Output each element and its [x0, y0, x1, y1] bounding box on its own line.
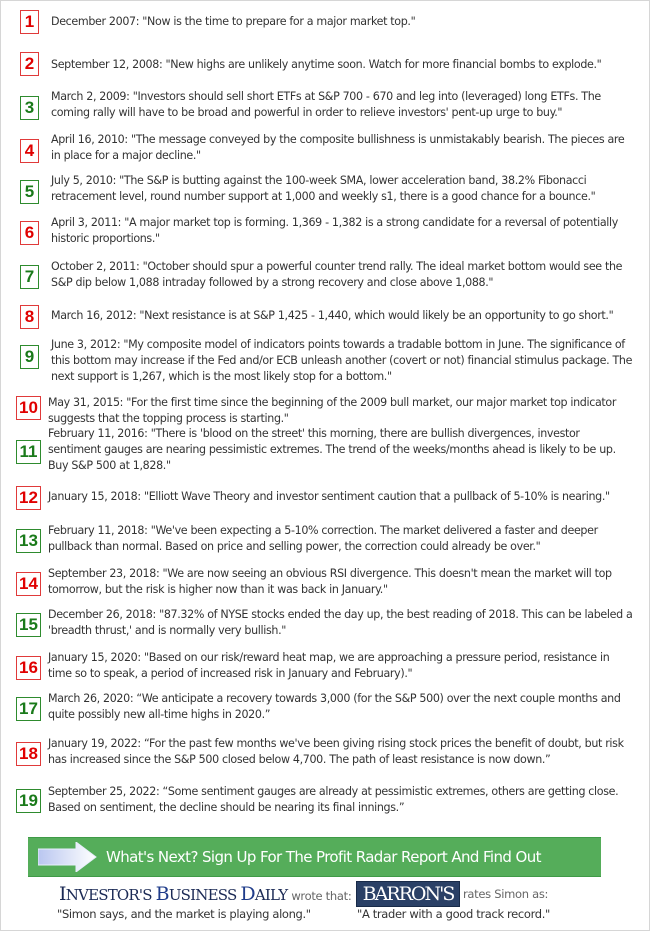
call-number-badge: 6	[20, 221, 39, 245]
call-number-badge: 12	[16, 486, 41, 510]
call-quote: April 3, 2011: "A major market top is forming. 1,369 - 1,382 is a strong candidate for a reversal of potentially historic proportions."	[51, 216, 618, 245]
call-quote: June 3, 2012: "My composite model of indicators points towards a tradable bottom in June. The significance of this bottom may increase if the Fed and/or ECB unleash another (covert or not) financial stimulus package. The next support is 1,267, which is the most likely stop for a bottom."	[51, 338, 633, 383]
barrons-quote: "A trader with a good track record."	[357, 907, 550, 921]
call-quote: May 31, 2015: "For the first time since the beginning of the 2009 bull market, our major market top indicator suggests that the topping process is starting."	[48, 396, 617, 425]
call-number-badge: 3	[20, 96, 39, 120]
call-number-badge: 16	[16, 656, 41, 680]
call-quote: July 5, 2010: "The S&P is butting against the 100-week SMA, lower acceleration band, 38.2% Fibonacci retracement level, round number support at 1,000 and weekly s1, there is a good chance for a bounce."	[51, 174, 596, 203]
ibd-logo-part: D	[240, 883, 255, 905]
call-quote: December 2007: "Now is the time to prepare for a major market top."	[51, 15, 416, 28]
ibd-quote: "Simon says, and the market is playing along."	[57, 907, 311, 921]
ibd-logo-part: AILY	[254, 886, 288, 904]
call-number-badge: 4	[20, 139, 39, 163]
call-quote: September 23, 2018: "We are now seeing an obvious RSI divergence. This doesn't mean the market will top tomorrow, but the risk is higher now than it was back in January."	[48, 567, 612, 596]
call-quote: January 19, 2022: “For the past few months we've been giving rising stock prices the benefit of doubt, but risk has increased since the S&P 500 closed below 4,700. The path of least resistance is now down.”	[48, 737, 624, 766]
barrons-logo: BARRON'S	[356, 881, 460, 907]
arrow-right-icon	[38, 842, 98, 872]
call-quote: December 26, 2018: "87.32% of NYSE stocks ended the day up, the best reading of 2018. This can be labeled a 'breadth thrust,' and is normally very bullish."	[48, 608, 633, 637]
call-number-badge: 13	[16, 529, 41, 553]
ibd-logo	[59, 883, 351, 905]
call-number-badge: 15	[16, 613, 41, 637]
call-number-badge: 19	[16, 789, 41, 813]
call-quote: March 16, 2012: "Next resistance is at S&P 1,425 - 1,440, which would likely be an opportunity to go short."	[51, 309, 614, 322]
ibd-logo-part: I	[59, 883, 66, 905]
call-number-badge: 9	[20, 345, 39, 369]
call-quote: January 15, 2020: "Based on our risk/reward heat map, we are approaching a pressure period, resistance in time so to speak, a period of increased risk in January and February)."	[48, 651, 610, 680]
call-quote: October 2, 2011: "October should spur a powerful counter trend rally. The ideal market bottom would see the S&P dip below 1,088 intraday followed by a strong recovery and close above 1,088."	[51, 260, 623, 289]
call-number-badge: 2	[20, 52, 39, 76]
call-quote: February 11, 2018: "We've been expecting a 5-10% correction. The market delivered a faster and deeper pullback than normal. Based on price and selling power, the correction could already be over."	[48, 524, 598, 553]
call-number-badge: 5	[20, 180, 39, 204]
call-quote: February 11, 2016: "There is 'blood on the street' this morning, there are bullish divergences, investor sentiment gauges are nearing pessimistic extremes. The trend of the weeks/months ahead is likely to be up. Buy S&P 500 at 1,828."	[48, 427, 616, 472]
signup-banner[interactable]	[28, 837, 601, 877]
ibd-lead-text: wrote that:	[291, 889, 352, 903]
ibd-logo-part: NVESTOR'S	[65, 886, 156, 904]
call-quote: April 16, 2010: "The message conveyed by the composite bullishness is unmistakably bearish. The pieces are in place for a major decline."	[51, 133, 625, 162]
call-number-badge: 18	[16, 742, 41, 766]
call-number-badge: 8	[20, 305, 39, 329]
call-quote: March 26, 2020: “We anticipate a recovery towards 3,000 (for the S&P 500) over the next couple months and quite possibly new all-time highs in 2020.”	[48, 692, 621, 721]
call-number-badge: 10	[16, 396, 41, 420]
call-quote: September 12, 2008: "New highs are unlikely anytime soon. Watch for more financial bombs to explode."	[51, 58, 602, 71]
call-number-badge: 11	[16, 440, 41, 464]
ibd-logo-part: B	[155, 883, 169, 905]
call-number-badge: 1	[20, 10, 39, 34]
barrons-lead-text: rates Simon as:	[463, 887, 549, 901]
call-number-badge: 14	[16, 572, 41, 596]
call-quote: September 25, 2022: “Some sentiment gauges are already at pessimistic extremes, others are getting close. Based on sentiment, the decline should be nearing its final innings.”	[48, 785, 619, 814]
call-number-badge: 17	[16, 697, 41, 721]
call-quote: January 15, 2018: "Elliott Wave Theory and investor sentiment caution that a pullback of 5-10% is nearing."	[48, 490, 610, 503]
ibd-logo-part: USINESS	[168, 886, 241, 904]
call-number-badge: 7	[20, 265, 39, 289]
call-quote: March 2, 2009: "Investors should sell short ETFs at S&P 700 - 670 and leg into (leveraged) long ETFs. The coming rally will have to be broad and powerful in order to relieve investors' pent-up urge to buy."	[51, 90, 601, 119]
signup-banner-text[interactable]: What's Next? Sign Up For The Profit Radar Report And Find Out	[106, 848, 541, 866]
